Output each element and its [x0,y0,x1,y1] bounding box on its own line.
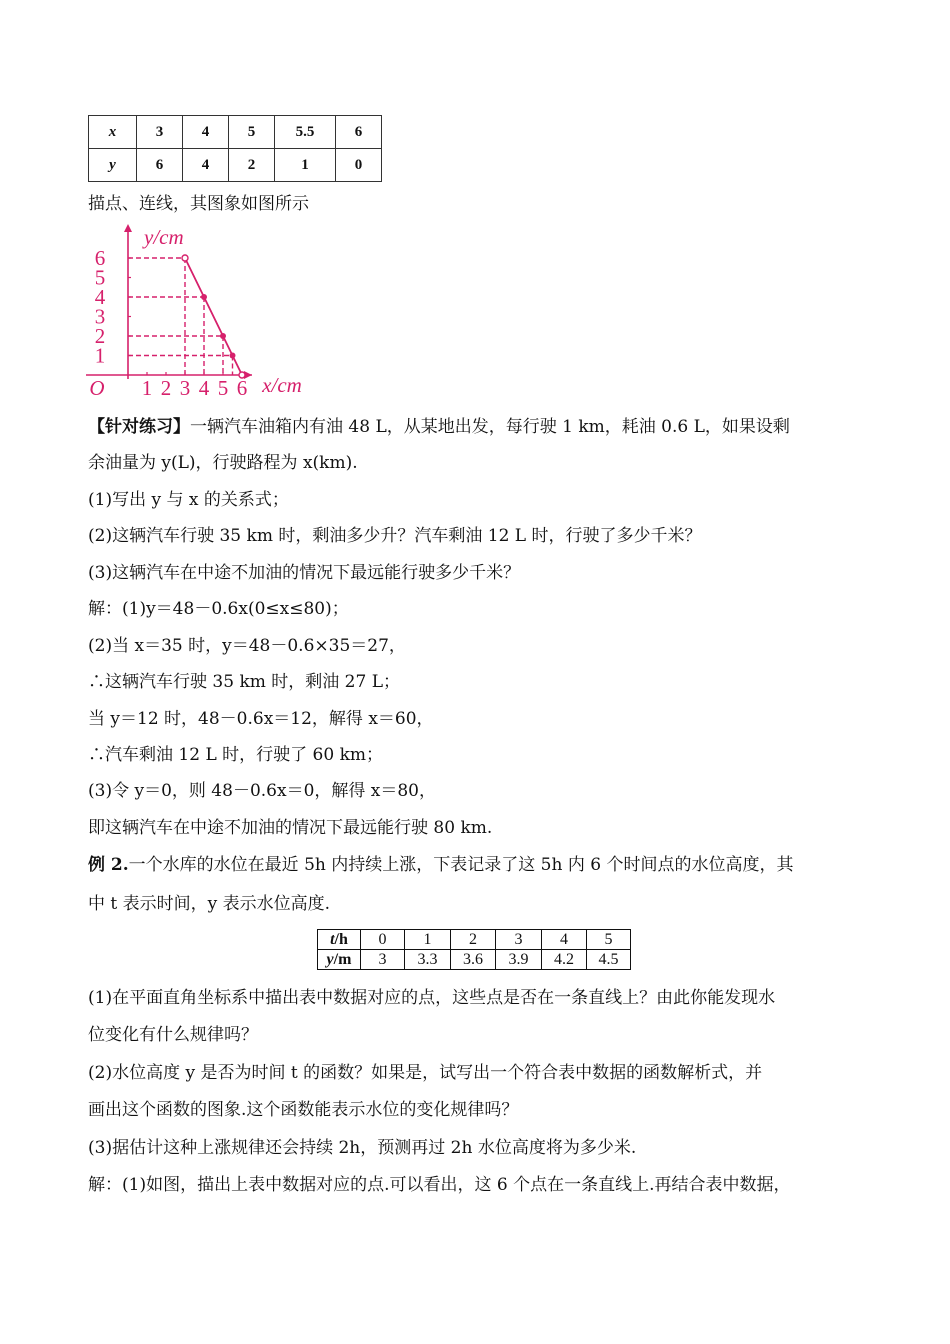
xy-value-table [88,115,382,182]
table-row [89,116,382,149]
table-cell: 3.6 [451,950,496,970]
table-cell: y [89,149,137,182]
y-axis-label: y/cm [144,225,184,249]
water-level-table [317,929,631,970]
practice-line-2: 余油量为 y(L)，行驶路程为 x(km). [88,453,358,473]
y-tick-label: 4 [94,285,106,309]
example2-q2-line-2: 画出这个函数的图象.这个函数能表示水位的变化规律吗？ [88,1100,519,1120]
data-point [230,353,236,359]
table-cell: 4 [542,930,587,950]
x-tick-label: 2 [160,376,172,400]
table-cell: 1 [275,149,336,182]
x-tick-label: 5 [217,376,229,400]
y-tick-label: 2 [94,324,106,348]
y-tick-label: 6 [94,246,106,270]
x-tick-label: 6 [236,376,248,400]
table-cell: 3 [137,116,183,149]
table-cell: 4.5 [587,950,631,970]
example2-q1-line-1: (1)在平面直角坐标系中描出表中数据对应的点，这些点是否在一条直线上？由此你能发现水 [88,988,776,1008]
practice-solution-3: ∴这辆汽车行驶 35 km 时，剩油 27 L； [88,672,400,692]
practice-solution-2: (2)当 x＝35 时，y＝48－0.6×35＝27， [88,636,406,656]
table-row [318,930,631,950]
x-tick-label: 1 [141,376,153,400]
y-tick-label: 5 [94,265,106,290]
data-point-open [182,255,188,261]
example2-line-2: 中 t 表示时间，y 表示水位高度. [88,894,331,914]
table-cell: 0 [336,149,382,182]
table-cell: 2 [451,930,496,950]
table-cell: 1 [405,930,451,950]
line-chart [82,220,306,402]
table-cell: x [89,116,137,149]
example2-line-1 [88,853,793,877]
table-row [318,950,631,970]
practice-text: 一辆汽车油箱内有油 48 L，从某地出发，每行驶 1 km，耗油 0.6 L，如果设剩 [190,417,790,437]
table-cell: 3 [361,950,405,970]
example2-solution-1: 解：(1)如图，描出上表中数据对应的点.可以看出，这 6 个点在一条直线上.再结合表中数据， [88,1175,791,1195]
practice-solution-1: 解：(1)y＝48－0.6x(0≤x≤80)； [88,599,349,619]
table-cell: 0 [361,930,405,950]
example2-q3: (3)据估计这种上涨规律还会持续 2h，预测再过 2h 水位高度将为多少米. [88,1138,637,1158]
table-cell: 3.9 [496,950,542,970]
example2-text: 一个水库的水位在最近 5h 内持续上涨，下表记录了这 5h 内 6 个时间点的水位高度，其 [128,855,794,875]
y-tick-label: 3 [94,304,106,329]
practice-line-1 [88,415,790,439]
table-cell: 6 [336,116,382,149]
practice-q3: (3)这辆汽车在中途不加油的情况下最远能行驶多少千米？ [88,563,521,583]
origin-label: O [89,376,105,400]
table-cell: 5 [587,930,631,950]
x-axis-label: x/cm [262,373,302,397]
example2-q2-line-1: (2)水位高度 y 是否为时间 t 的函数？如果是，试写出一个符合表中数据的函数解析式，并 [88,1063,763,1083]
table-cell: t/h [318,930,361,950]
data-point [220,333,226,339]
table-cell: 3.3 [405,950,451,970]
graph-caption: 描点、连线，其图象如图所示 [88,194,309,214]
example2-q1-line-2: 位变化有什么规律吗？ [88,1025,258,1045]
table-row [89,149,382,182]
table-cell: 4 [183,149,229,182]
practice-q2: (2)这辆汽车行驶 35 km 时，剩油多少升？汽车剩油 12 L 时，行驶了多少千米？ [88,526,702,546]
table-cell: 3 [496,930,542,950]
practice-solution-5: ∴汽车剩油 12 L 时，行驶了 60 km； [88,745,383,765]
practice-solution-4: 当 y＝12 时，48－0.6x＝12，解得 x＝60， [88,709,434,729]
data-point [201,294,207,300]
table-cell: 6 [137,149,183,182]
practice-q1: (1)写出 y 与 x 的关系式； [88,490,289,510]
x-tick-label: 3 [179,376,191,400]
practice-tag: 【针对练习】 [88,417,190,437]
practice-solution-7: 即这辆汽车在中途不加油的情况下最远能行驶 80 km. [88,818,493,838]
table-cell: 4 [183,116,229,149]
y-tick-label: 1 [94,343,106,368]
table-cell: 5 [229,116,275,149]
practice-solution-6: (3)令 y＝0，则 48－0.6x＝0，解得 x＝80， [88,781,437,801]
table-cell: 5.5 [275,116,336,149]
table-cell: 4.2 [542,950,587,970]
x-tick-label: 4 [198,376,210,400]
table-cell: 2 [229,149,275,182]
example2-tag: 例 2. [88,855,129,875]
table-cell: y/m [318,950,361,970]
